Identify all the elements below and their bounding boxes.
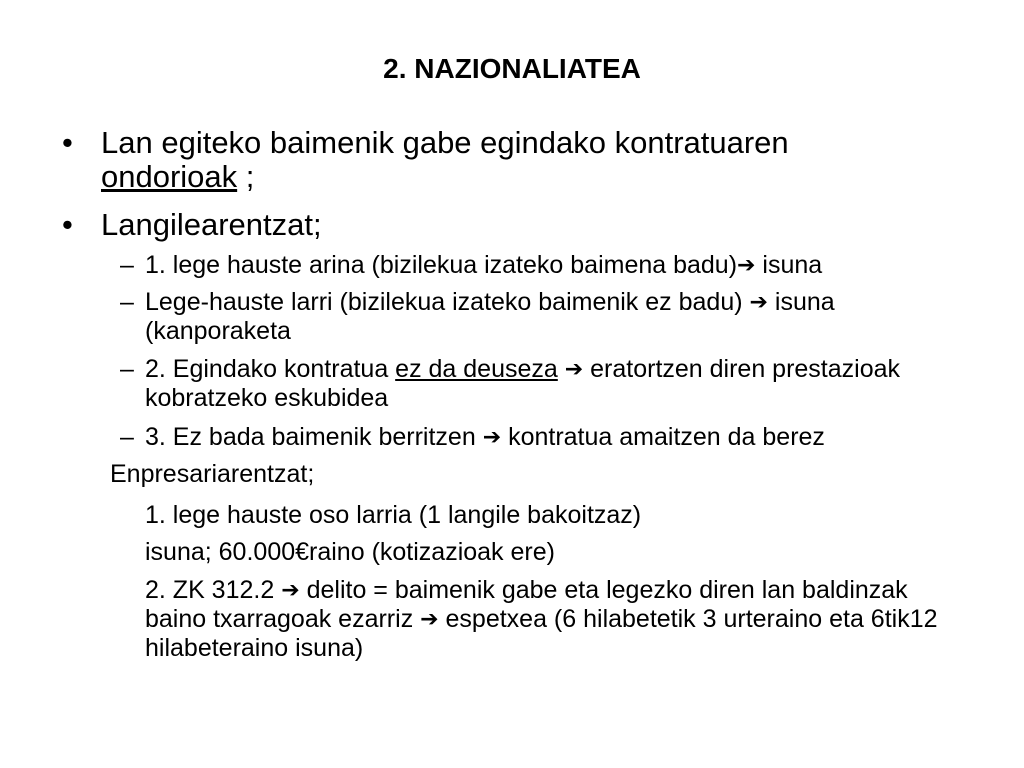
arrow-right-icon: ➔ xyxy=(749,290,768,315)
bullet-item-consequences xyxy=(62,126,962,194)
criminal-code-text: 2. ZK 312.2 xyxy=(145,576,282,604)
bullet-item-workers xyxy=(62,208,962,242)
bullet-icon: • xyxy=(62,207,73,242)
slide-title: 2. NAZIONALIATEA xyxy=(383,53,641,84)
sub-item-contract-valid xyxy=(120,355,980,413)
employer-line-criminal-code xyxy=(145,576,965,663)
arrow-right-icon: ➔ xyxy=(281,578,300,603)
sub-item-result: isuna xyxy=(755,251,823,279)
sub-item-text: 2. Egindako kontratua xyxy=(145,355,396,383)
sub-item-result: isuna (kanporaketa xyxy=(145,288,835,345)
criminal-code-description: delito = baimenik gabe eta legezko diren lan baldinzak baino txarragoak ezarriz xyxy=(145,576,908,633)
bullet-text xyxy=(101,126,962,194)
criminal-code-penalty: espetxea (6 hilabetetik 3 urteraino eta 6tik12 hilabeteraino isuna) xyxy=(145,605,938,662)
sub-item-minor-offense xyxy=(120,251,980,280)
underlined-term-ondorioak: ondorioak xyxy=(101,159,238,194)
bullet-text: Langilearentzat; xyxy=(101,207,322,242)
sub-item-text: Lege-hauste larri (bizilekua izateko baimenik ez badu) xyxy=(145,288,750,316)
sub-item-text: 3. Ez bada baimenik berritzen xyxy=(145,423,483,451)
dash-icon: – xyxy=(120,251,134,279)
dash-icon: – xyxy=(120,423,134,451)
dash-icon: – xyxy=(120,288,134,316)
sub-item-serious-offense xyxy=(120,288,980,346)
arrow-right-icon: ➔ xyxy=(420,607,439,632)
sub-item-text: 1. lege hauste arina (bizilekua izateko baimena badu) xyxy=(145,251,738,279)
bullet-text-line1: Lan egiteko baimenik gabe egindako kontratuaren xyxy=(101,125,789,160)
arrow-right-icon: ➔ xyxy=(564,357,584,382)
bullet-text-tail: ; xyxy=(237,159,255,194)
sub-item-no-renewal xyxy=(120,423,980,452)
arrow-right-icon: ➔ xyxy=(482,425,502,450)
dash-icon: – xyxy=(120,355,134,383)
employer-line-very-serious: 1. lege hauste oso larria (1 langile bakoitzaz) xyxy=(145,501,642,529)
employer-line-fine: isuna; 60.000€raino (kotizazioak ere) xyxy=(145,538,555,566)
bullet-icon: • xyxy=(62,125,73,160)
arrow-right-icon: ➔ xyxy=(737,253,756,278)
underlined-term-not-void: ez da deuseza xyxy=(395,355,558,383)
sub-item-result: eratortzen diren prestazioak kobratzeko eskubidea xyxy=(145,355,901,412)
sub-item-result: kontratua amaitzen da berez xyxy=(501,423,825,451)
employer-heading: Enpresariarentzat; xyxy=(110,460,315,488)
